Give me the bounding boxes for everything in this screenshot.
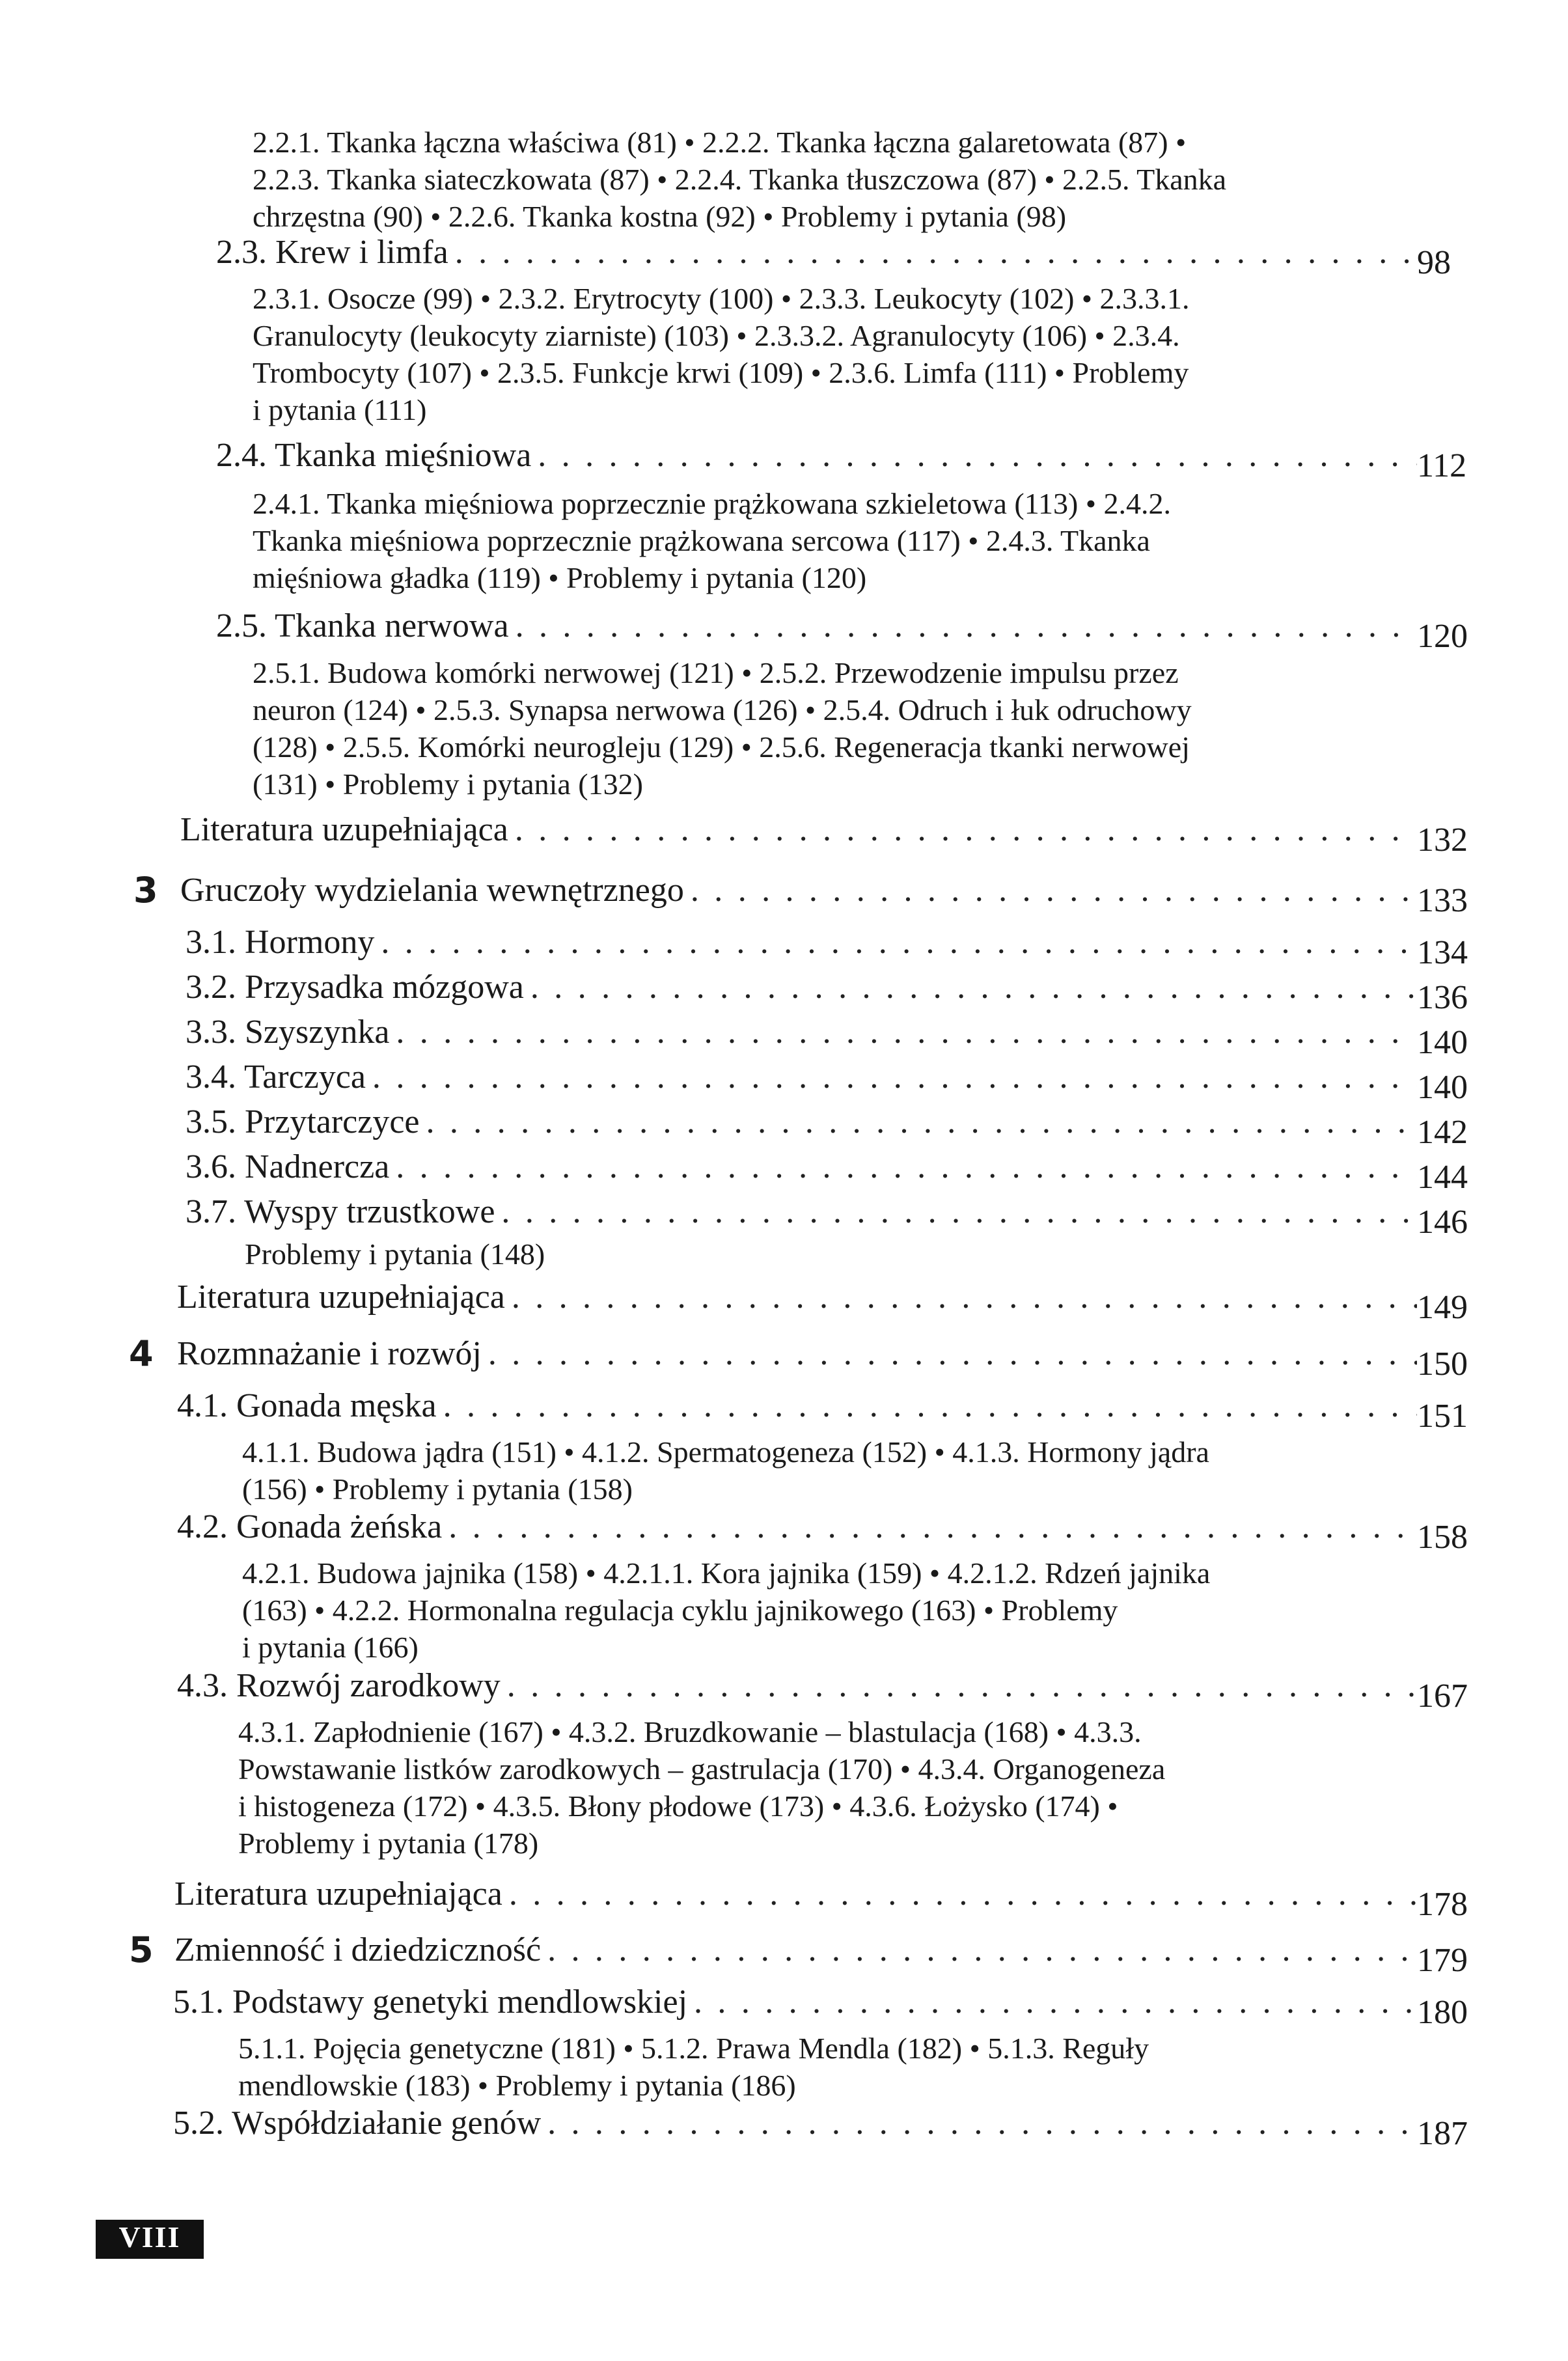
entry-title: 5.2. Współdziałanie genów [173, 2105, 542, 2142]
entry-title: 3.1. Hormony [186, 924, 375, 961]
entry-page-number: 133 [1417, 882, 1468, 919]
toc-entry-5-2[interactable] [173, 2104, 1489, 2152]
dot-leader [448, 233, 1417, 272]
toc-entry-chapter-4[interactable] [177, 1334, 1489, 1383]
subsection-line: Tkanka mięśniowa poprzecznie prążkowana sercowa (117) • 2.4.3. Tkanka [253, 524, 1150, 557]
dot-leader [509, 607, 1417, 646]
subsection-line: i pytania (111) [253, 393, 427, 426]
dot-leader [482, 1334, 1417, 1374]
entry-page-number: 144 [1417, 1159, 1468, 1196]
entry-title: 3.6. Nadnercza [186, 1148, 390, 1185]
entry-title: 3.2. Przysadka mózgowa [186, 969, 524, 1006]
entry-page-number: 151 [1417, 1398, 1468, 1435]
chapter-number-4: 4 [129, 1333, 154, 1374]
subsection-line: 2.2.1. Tkanka łączna właściwa (81) • 2.2.2. Tkanka łączna galaretowata (87) • [253, 126, 1187, 159]
dot-leader [508, 810, 1417, 849]
entry-title: Zmienność i dziedziczność [174, 1931, 542, 1968]
dot-leader [374, 923, 1417, 962]
dot-leader [531, 436, 1417, 475]
subsection-line: Problemy i pytania (148) [245, 1237, 545, 1271]
entry-title: 4.2. Gonada żeńska [177, 1508, 443, 1545]
entry-title: 3.7. Wyspy trzustkowe [186, 1193, 495, 1230]
subsection-line: neuron (124) • 2.5.3. Synapsa nerwowa (126) • 2.5.4. Odruch i łuk odruchowy [253, 693, 1192, 726]
dot-leader [442, 1508, 1417, 1547]
entry-page-number: 150 [1417, 1346, 1468, 1383]
dot-leader [389, 1148, 1417, 1187]
subsection-list-4-3 [238, 1713, 1165, 1862]
subsection-list-4-2 [242, 1554, 1210, 1666]
entry-page-number: 112 [1417, 447, 1467, 484]
subsection-list-2-5 [253, 654, 1192, 803]
entry-title: 4.1. Gonada męska [177, 1387, 437, 1424]
toc-entry-2-3[interactable] [216, 233, 1489, 281]
entry-page-number: 136 [1417, 979, 1468, 1016]
entry-page-number: 158 [1417, 1519, 1468, 1556]
entry-page-number: 140 [1417, 1024, 1468, 1061]
toc-entry-4-2[interactable] [177, 1508, 1489, 1556]
subsection-line: (156) • Problemy i pytania (158) [242, 1472, 633, 1506]
entry-title: 4.3. Rozwój zarodkowy [177, 1667, 501, 1704]
toc-entry-5-1[interactable] [173, 1983, 1489, 2031]
toc-entry-2-5[interactable] [216, 607, 1489, 655]
subsection-list-2-3 [253, 280, 1190, 428]
dot-leader [419, 1103, 1417, 1142]
entry-page-number: 146 [1417, 1204, 1468, 1241]
toc-entry-3-2[interactable] [186, 968, 1489, 1016]
subsection-line: 2.2.3. Tkanka siateczkowata (87) • 2.2.4. Tkanka tłuszczowa (87) • 2.2.5. Tkanka [253, 163, 1227, 196]
dot-leader [437, 1387, 1417, 1426]
subsection-line: Trombocyty (107) • 2.3.5. Funkcje krwi (109) • 2.3.6. Limfa (111) • Problemy [253, 356, 1189, 389]
toc-entry-literature-2[interactable] [180, 810, 1489, 859]
dot-leader [684, 871, 1417, 910]
subsection-list-5-1 [238, 2030, 1149, 2104]
subsection-line: (131) • Problemy i pytania (132) [253, 767, 643, 801]
toc-entry-3-3[interactable] [186, 1013, 1489, 1061]
toc-entry-2-4[interactable] [216, 436, 1489, 484]
entry-page-number: 134 [1417, 934, 1468, 971]
folio-underline [96, 2254, 204, 2259]
entry-page-number: 149 [1417, 1289, 1468, 1326]
toc-entry-3-5[interactable] [186, 1103, 1489, 1151]
subsection-line: i histogeneza (172) • 4.3.5. Błony płodowe (173) • 4.3.6. Łożysko (174) • [238, 1789, 1118, 1823]
dot-leader [541, 2104, 1417, 2143]
subsection-list-4-1 [242, 1433, 1209, 1508]
subsection-line: 4.2.1. Budowa jajnika (158) • 4.2.1.1. Kora jajnika (159) • 4.2.1.2. Rdzeń jajnika [242, 1556, 1211, 1590]
entry-title: 2.5. Tkanka nerwowa [216, 607, 509, 644]
entry-title: 5.1. Podstawy genetyki mendlowskiej [173, 1983, 688, 2021]
entry-page-number: 167 [1417, 1678, 1468, 1715]
dot-leader [541, 1931, 1417, 1970]
entry-title: 3.5. Przytarczyce [186, 1103, 420, 1140]
entry-page-number: 179 [1417, 1942, 1468, 1979]
chapter-number-3: 3 [133, 870, 158, 911]
subsection-line: Granulocyty (leukocyty ziarniste) (103) • 2.3.3.2. Agranulocyty (106) • 2.3.4. [253, 319, 1180, 352]
subsection-line: 5.1.1. Pojęcia genetyczne (181) • 5.1.2. Prawa Mendla (182) • 5.1.3. Reguły [238, 2032, 1149, 2065]
subsection-line: (163) • 4.2.2. Hormonalna regulacja cyklu jajnikowego (163) • Problemy [242, 1594, 1118, 1627]
dot-leader [687, 1983, 1417, 2022]
entry-page-number: 142 [1417, 1114, 1468, 1151]
subsection-line: 4.3.1. Zapłodnienie (167) • 4.3.2. Bruzdkowanie – blastulacja (168) • 4.3.3. [238, 1715, 1142, 1748]
entry-page-number: 178 [1417, 1886, 1468, 1923]
entry-title: Literatura uzupełniająca [174, 1875, 502, 1912]
entry-page-number: 98 [1417, 244, 1451, 281]
subsection-line: Powstawanie listków zarodkowych – gastrulacja (170) • 4.3.4. Organogeneza [238, 1752, 1166, 1786]
dot-leader [366, 1058, 1417, 1097]
entry-page-number: 132 [1417, 822, 1468, 859]
page-folio: VIII [96, 2220, 204, 2255]
entry-title: 2.4. Tkanka mięśniowa [216, 437, 532, 474]
toc-entry-4-1[interactable] [177, 1387, 1489, 1435]
toc-entry-chapter-5[interactable] [174, 1931, 1489, 1979]
dot-leader [524, 968, 1417, 1007]
subsection-line: 2.5.1. Budowa komórki nerwowej (121) • 2.5.2. Przewodzenie impulsu przez [253, 656, 1179, 689]
toc-entry-3-6[interactable] [186, 1148, 1489, 1196]
entry-title: Literatura uzupełniająca [180, 811, 508, 848]
subsection-line: 2.4.1. Tkanka mięśniowa poprzecznie prążkowana szkieletowa (113) • 2.4.2. [253, 487, 1171, 520]
entry-title: 3.4. Tarczyca [186, 1058, 366, 1096]
entry-title: Rozmnażanie i rozwój [177, 1335, 482, 1372]
dot-leader [389, 1013, 1417, 1052]
toc-entry-literature-3[interactable] [177, 1278, 1489, 1326]
dot-leader [505, 1278, 1417, 1317]
subsection-line: Problemy i pytania (178) [238, 1827, 539, 1860]
entry-title: Literatura uzupełniająca [177, 1278, 505, 1316]
entry-title: Gruczoły wydzielania wewnętrznego [180, 872, 684, 909]
entry-page-number: 120 [1417, 618, 1468, 655]
subsection-list-2-4 [253, 485, 1171, 596]
subsection-line: mięśniowa gładka (119) • Problemy i pytania (120) [253, 561, 867, 594]
subsection-line: i pytania (166) [242, 1631, 419, 1664]
dot-leader [502, 1875, 1417, 1914]
toc-entry-literature-4[interactable] [174, 1875, 1489, 1923]
toc-entry-chapter-3[interactable] [180, 871, 1489, 919]
subsection-line: (128) • 2.5.5. Komórki neurogleju (129) • 2.5.6. Regeneracja tkanki nerwowej [253, 730, 1190, 764]
chapter-number-5: 5 [129, 1929, 154, 1970]
entry-title: 2.3. Krew i limfa [216, 234, 448, 271]
entry-page-number: 187 [1417, 2115, 1468, 2152]
entry-page-number: 140 [1417, 1069, 1468, 1106]
toc-entry-3-1[interactable] [186, 923, 1489, 971]
entry-title: 3.3. Szyszynka [186, 1014, 390, 1051]
subsection-line: 2.3.1. Osocze (99) • 2.3.2. Erytrocyty (100) • 2.3.3. Leukocyty (102) • 2.3.3.1. [253, 282, 1190, 315]
toc-entry-4-3[interactable] [177, 1666, 1489, 1715]
entry-page-number: 180 [1417, 1994, 1468, 2031]
subsection-line: chrzęstna (90) • 2.2.6. Tkanka kostna (92) • Problemy i pytania (98) [253, 200, 1067, 233]
dot-leader [501, 1666, 1417, 1705]
subsection-list-3-7 [245, 1236, 545, 1273]
dot-leader [495, 1193, 1417, 1232]
toc-entry-3-4[interactable] [186, 1058, 1489, 1106]
subsection-list-2-2 [253, 124, 1226, 235]
subsection-line: 4.1.1. Budowa jądra (151) • 4.1.2. Spermatogeneza (152) • 4.1.3. Hormony jądra [242, 1435, 1209, 1469]
subsection-line: mendlowskie (183) • Problemy i pytania (186) [238, 2069, 796, 2102]
toc-entry-3-7[interactable] [186, 1193, 1489, 1241]
